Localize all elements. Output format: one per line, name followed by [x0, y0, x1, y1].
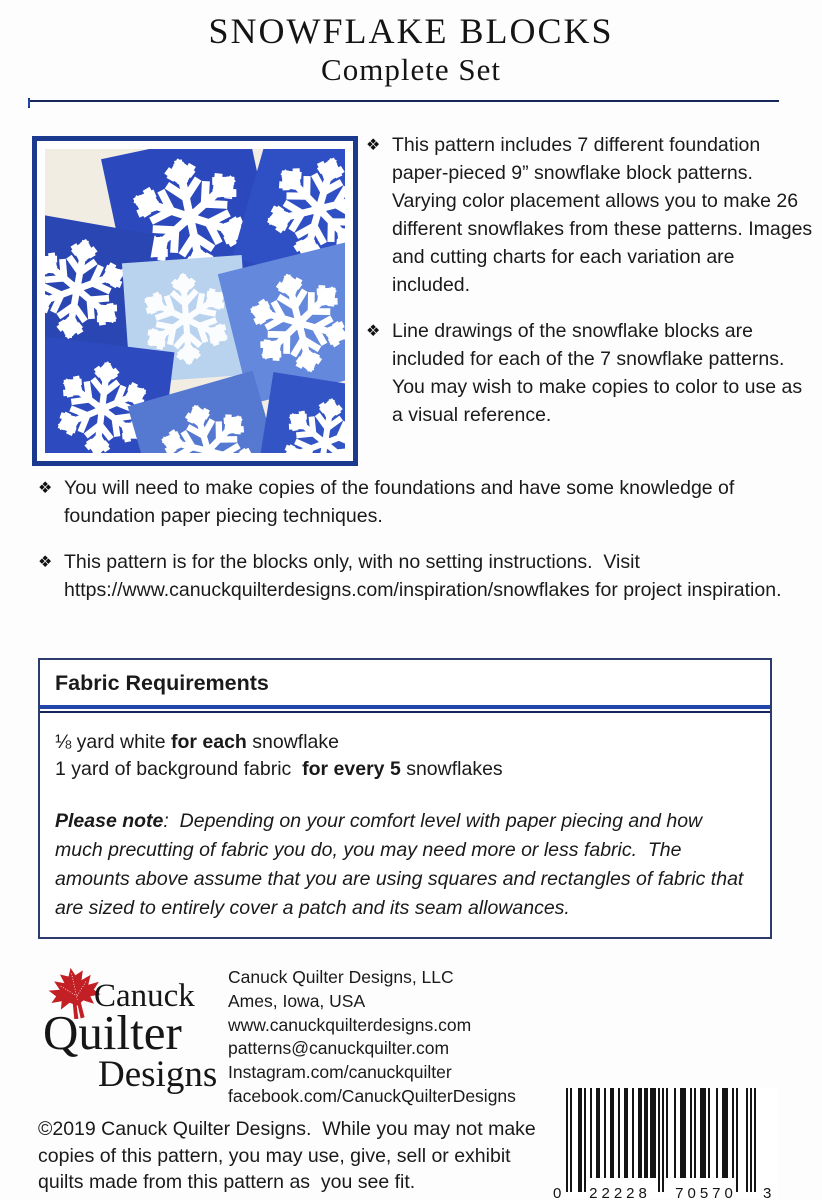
barcode-digit-left: 0: [553, 1185, 562, 1200]
contact-line: facebook.com/CanuckQuilterDesigns: [228, 1085, 516, 1106]
bullet-item: [38, 548, 796, 604]
snowflake-blocks-photo: [32, 136, 358, 466]
barcode-digit-group1: 22228: [589, 1185, 651, 1200]
bullet-text: Line drawings of the snowflake blocks are included for each of the 7 snowflake patterns. You may wish to make copies to color to use as a visual reference.: [392, 320, 808, 426]
barcode-digit-group2: 70570: [675, 1185, 737, 1200]
barcode-bars: [566, 1088, 778, 1192]
header-divider: [28, 98, 779, 102]
contact-line: patterns@canuckquilter.com: [228, 1038, 450, 1059]
fabric-note: Please note: Depending on your comfort level with paper piecing and how much precutting of fabric you do, you may need more or less fabric. The amounts above assume that you are using squares and rectangles of fabric that are sized to entirely cover a patch and its seam allowances.: [55, 810, 749, 919]
bullet-marker-icon: ❖: [366, 321, 381, 340]
barcode-digit-right: 3: [763, 1185, 772, 1200]
bullet-marker-icon: ❖: [366, 135, 381, 154]
upc-barcode: [553, 1088, 778, 1200]
copyright-notice: ©2019 Canuck Quilter Designs. While you may not make copies of this pattern, you may use, give, sell or exhibit quilts made from this pattern as you see fit.: [38, 1118, 542, 1193]
bullet-list-full-width: [38, 474, 796, 622]
contact-info: [228, 966, 516, 1109]
fabric-requirement-line: ⅛ yard white for each snowflake: [55, 731, 339, 753]
fabric-requirements-body: [40, 713, 770, 937]
contact-line: Ames, Iowa, USA: [228, 990, 366, 1011]
bullet-marker-icon: ❖: [38, 478, 53, 497]
canuck-quilter-logo: [38, 958, 248, 1110]
snowflake-photo-illustration: [45, 149, 345, 453]
bullet-text: This pattern is for the blocks only, with no setting instructions. Visit https://www.canuckquilterdesigns.com/inspiration/snowflakes for project inspiration.: [64, 551, 782, 601]
bullet-marker-icon: ❖: [38, 552, 53, 571]
page-subtitle: Complete Set: [321, 52, 501, 87]
contact-line: Canuck Quilter Designs, LLC: [228, 967, 454, 987]
bullet-text: You will need to make copies of the foundations and have some knowledge of foundation paper piecing techniques.: [64, 477, 740, 527]
fabric-box-rule: [40, 705, 770, 709]
logo-word-quilter: Quilter: [43, 1005, 182, 1060]
bullet-item: [366, 317, 813, 429]
bullet-text: This pattern includes 7 different foundation paper-pieced 9” snowflake block patterns. Varying color placement allows you to make 26 different snowflakes from these patterns. Images and cutting charts for each variation are included.: [392, 134, 818, 296]
bullet-list-right: [366, 131, 818, 447]
logo-word-designs: Designs: [98, 1054, 218, 1095]
fabric-requirement-line: 1 yard of background fabric for every 5 snowflakes: [55, 758, 503, 780]
fabric-requirements-title: Fabric Requirements: [55, 671, 269, 695]
contact-line: www.canuckquilterdesigns.com: [228, 1014, 472, 1035]
page-title: SNOWFLAKE BLOCKS: [208, 11, 614, 51]
bullet-item: [38, 474, 796, 530]
fabric-requirements-box: [38, 658, 772, 939]
logo-word-canuck: Canuck: [94, 978, 195, 1014]
contact-line: Instagram.com/canuckquilter: [228, 1062, 452, 1083]
bullet-item: [366, 131, 818, 299]
